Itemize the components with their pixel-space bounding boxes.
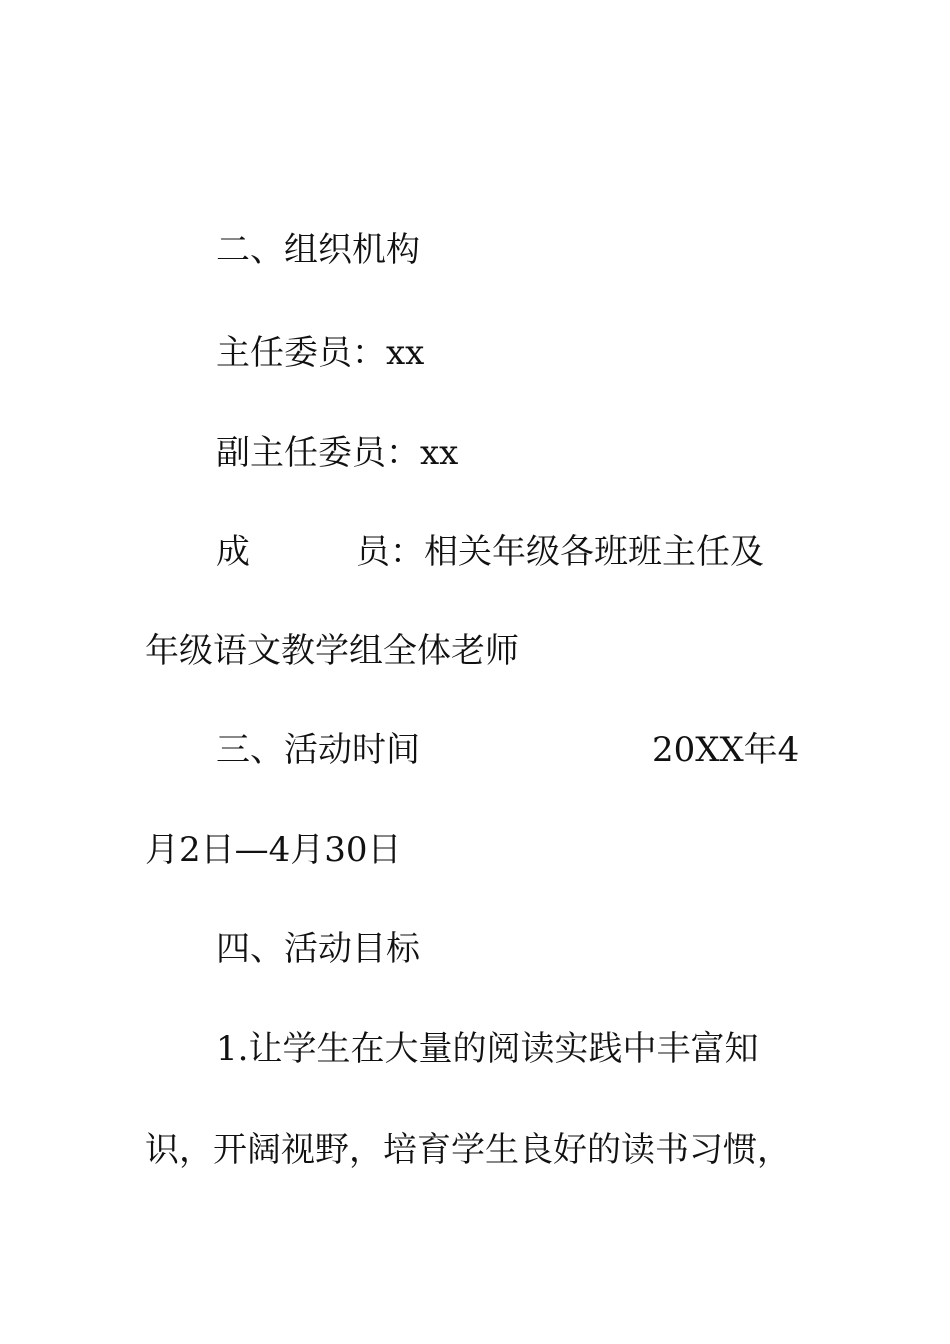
section-heading-organization: 二、组织机构 bbox=[216, 230, 420, 270]
section-heading-goals: 四、活动目标 bbox=[216, 929, 420, 969]
section-heading-time: 三、活动时间 bbox=[216, 730, 420, 770]
deputy-director-line: 副主任委员：xx bbox=[216, 433, 459, 473]
goal-1-line-2: 识，开阔视野，培育学生良好的读书习惯， bbox=[145, 1130, 791, 1170]
members-line-2: 年级语文教学组全体老师 bbox=[145, 631, 519, 671]
members-label: 成 bbox=[216, 532, 250, 572]
goal-1-line-1: 1.让学生在大量的阅读实践中丰富知 bbox=[216, 1029, 759, 1069]
time-line-1: 20XX年4 bbox=[652, 730, 800, 770]
director-line: 主任委员：xx bbox=[216, 333, 425, 373]
members-line-1: 员：相关年级各班班主任及 bbox=[356, 532, 764, 572]
time-line-2: 月2日—4月30日 bbox=[145, 830, 402, 870]
